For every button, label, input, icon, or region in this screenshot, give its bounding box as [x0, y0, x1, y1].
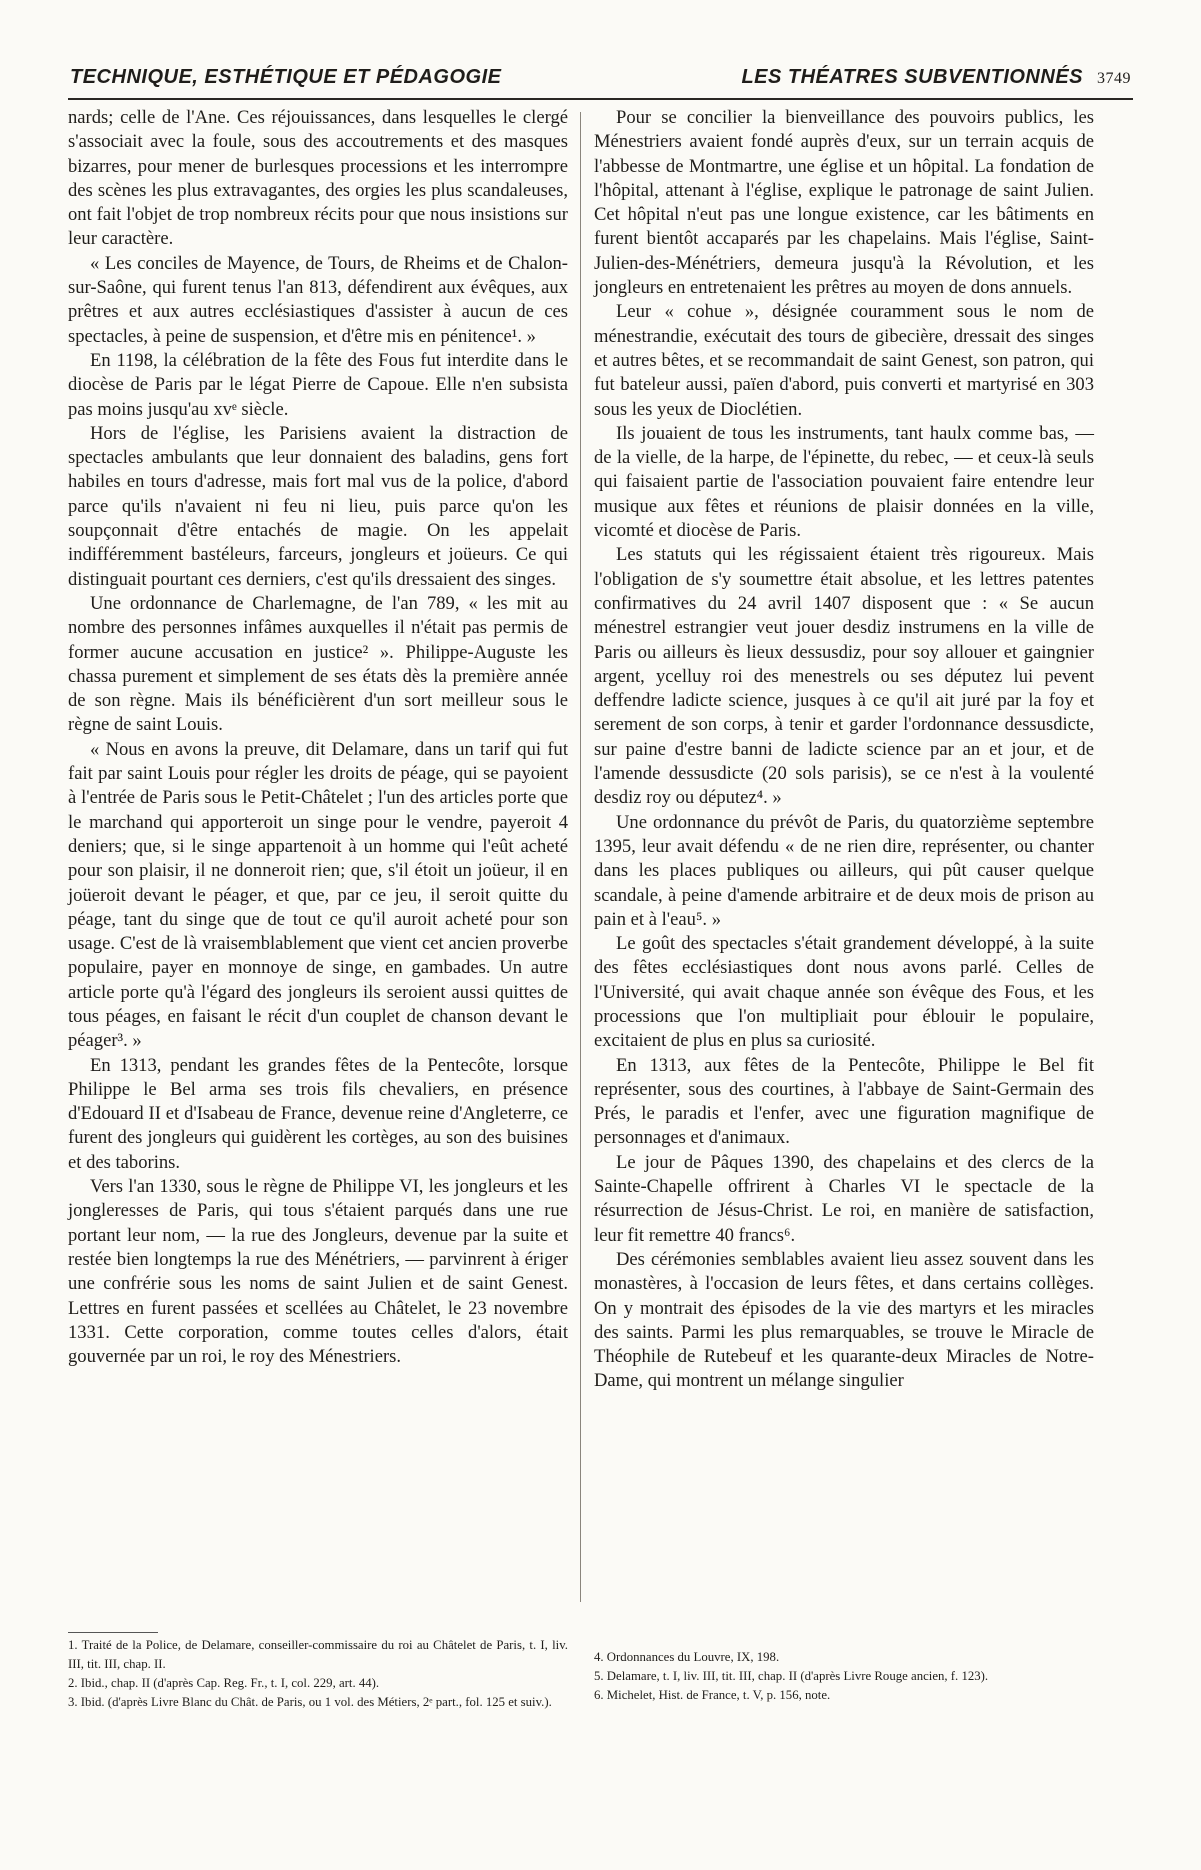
paragraph: Le jour de Pâques 1390, des chapelains et des clercs de la Sainte-Chapelle offrirent à Charles VI le spectacle de la résurrection de Jésus-Christ. Le roi, en manière de satisfaction, leur fit remettre 40 francs⁶.: [594, 1151, 1094, 1246]
footnotes-left: [68, 1636, 568, 1712]
paragraph: Leur « cohue », désignée couramment sous le nom de ménestrandie, exécutait des tours de gibecière, dressait des singes et autres bêtes, et se recommandait de saint Genest, son patron, qui fut bateleur aussi, païen d'abord, puis converti et martyrisé en 303 sous les yeux de Dioclétien.: [594, 301, 1094, 420]
paragraph: Hors de l'église, les Parisiens avaient la distraction de spectacles ambulants que leur donnaient des baladins, gens fort habiles en tours d'adresse, mais fort mal vus de la police, d'abord parce qu'ils n'avaient ni feu ni lieu, puis parce qu'on les soupçonnait d'être entachés de magie. On les appelait indifféremment bastéleurs, farceurs, jongleurs et joüeurs. Ce qui distinguait pourtant ces derniers, c'est qu'ils dressaient des singes.: [68, 422, 568, 590]
footnote: 3. Ibid. (d'après Livre Blanc du Chât. de Paris, ou 1 vol. des Métiers, 2ᵉ part., fol. 125 et suiv.).: [68, 1695, 552, 1709]
left-column: [68, 106, 568, 1369]
header-right-text: LES THÉATRES SUBVENTIONNÉS: [741, 66, 1083, 88]
header-left-title: TECHNIQUE, ESTHÉTIQUE ET PÉDAGOGIE: [70, 66, 502, 88]
footnote: 2. Ibid., chap. II (d'après Cap. Reg. Fr., t. I, col. 229, art. 44).: [68, 1676, 380, 1690]
paragraph: Les statuts qui les régissaient étaient très rigoureux. Mais l'obligation de s'y soumettre était absolue, et les lettres patentes confirmatives du 24 avril 1407 disposent que : « Se aucun ménestrel estrangier veut jouer desdiz instrumens en la ville de Paris ou ailleurs ès lieux dessusdiz, pour soy allouer et gaingnier argent, ycelluy roi des menestrels ou ses députez lui pevent deffendre ladicte science, jusques à ce qu'il ait juré par la foy et serement de son corps, à tenir et garder l'ordonnance dessusdicte, sur paine d'estre banni de ladicte science par an et jour, et de l'amende dessusdicte (20 sols parisis), se ce n'est à la voulenté desdiz roy ou députez⁴. »: [594, 544, 1094, 809]
running-header: [68, 64, 1133, 100]
paragraph: En 1313, pendant les grandes fêtes de la Pentecôte, lorsque Philippe le Bel arma ses trois fils chevaliers, en présence d'Edouard II et d'Isabeau de France, devenue reine d'Angleterre, ce furent des jongleurs qui guidèrent les cortèges, au son des buisines et des taborins.: [68, 1054, 568, 1173]
paragraph: Ils jouaient de tous les instruments, tant haulx comme bas, — de la vielle, de la harpe, de l'épinette, du rebec, — et ceux-là seuls qui faisaient partie de l'association pouvaient faire entendre leur musique aux fêtes et réunions de plaisir données en la ville, vicomté et diocèse de Paris.: [594, 422, 1094, 542]
right-column: [594, 106, 1094, 1394]
column-divider: [580, 112, 581, 1602]
paragraph: Vers l'an 1330, sous le règne de Philippe VI, les jongleurs et les jongleresses de Paris, qui tous s'étaient parqués dans une rue portant leur nom, — la rue des Jongleurs, devenue par la suite et restée bien longtemps la rue des Ménétriers, — parvinrent à ériger une confrérie sous les noms de saint Julien et de saint Genest. Lettres en furent passées et scellées au Châtelet, le 23 novembre 1331. Cette corporation, comme toutes celles d'alors, était gouvernée par un roi, le roy des Ménestriers.: [68, 1176, 568, 1368]
footnote-rule-left: [68, 1632, 158, 1633]
header-right-title: [741, 66, 1131, 89]
paragraph: nards; celle de l'Ane. Ces réjouissances, dans lesquelles le clergé s'associait avec la foule, sous des accoutrements et des masques bizarres, pour mener de burlesques processions et les interrompre des scènes les plus extravagantes, des orgies les plus scandaleuses, ont fait l'objet de trop nombreux récits pour que nous insistions sur leur caractère.: [68, 107, 568, 250]
footnote: 4. Ordonnances du Louvre, IX, 198.: [594, 1650, 780, 1664]
paragraph: « Les conciles de Mayence, de Tours, de Rheims et de Chalon-sur-Saône, qui furent tenus l'an 813, défendirent aux évêques, aux prêtres et aux autres ecclésiastiques d'assister à aucun de ces spectacles, à peine de suspension, et d'être mis en pénitence¹. »: [68, 252, 568, 347]
paragraph: « Nous en avons la preuve, dit Delamare, dans un tarif qui fut fait par saint Louis pour régler les droits de péage, qui se payoient à l'entrée de Paris sous le Petit-Châtelet ; l'un des articles porte que le marchand qui apporteroit un singe pour le vendre, payeroit 4 deniers; que, si le singe appartenoit à un homme qui l'eût acheté pour son plaisir, il ne donneroit rien; que, s'il étoit un joüeur, il en joüeroit devant le péager, et que, par ce jeu, il seroit quitte du péage, tant du singe que de tout ce qu'il auroit acheté pour son usage. C'est de là vraisemblablement que vient cet ancien proverbe populaire, payer en monnoye de singe, en gambades. Un autre article porte qu'à l'égard des jongleurs ils seroient aussi quittes de tous péages, en faisant le récit d'un couplet de chanson devant le péager³. »: [68, 738, 568, 1052]
paragraph: Le goût des spectacles s'était grandement développé, à la suite des fêtes ecclésiastiques dont nous avons parlé. Celles de l'Université, qui avait chaque année son évêque des Fous, et les processions que l'on multipliait pour éblouir le populaire, excitaient de plus en plus sa curiosité.: [594, 933, 1094, 1052]
paragraph: Une ordonnance de Charlemagne, de l'an 789, « les mit au nombre des personnes infâmes auxquelles il n'était pas permis de former aucune accusation en justice² ». Philippe-Auguste les chassa purement et simplement de ses états dès la première année de son règne. Mais ils bénéficièrent d'un sort meilleur sous le règne de saint Louis.: [68, 592, 568, 736]
footnote: 1. Traité de la Police, de Delamare, conseiller-commissaire du roi au Châtelet de Paris, t. I, liv. III, tit. III, chap. II.: [68, 1638, 568, 1671]
paragraph: En 1198, la célébration de la fête des Fous fut interdite dans le diocèse de Paris par le légat Pierre de Capoue. Elle n'en subsista pas moins jusqu'au xvᵉ siècle.: [68, 349, 568, 420]
footnotes-right: [594, 1648, 1094, 1705]
footnote: 5. Delamare, t. I, liv. III, tit. III, chap. II (d'après Livre Rouge ancien, f. 123).: [594, 1669, 989, 1683]
paragraph: Pour se concilier la bienveillance des pouvoirs publics, les Ménestriers avaient fondé auprès d'eux, sur un terrain acquis de l'abbesse de Montmartre, une église et un hôpital. La fondation de l'hôpital, attenant à l'église, explique le patronage de saint Julien. Cet hôpital n'eut pas une longue existence, car les bâtiments en furent bientôt accaparés par les chapelains. Mais l'église, Saint-Julien-des-Ménétriers, demeura jusqu'à la Révolution, et les jongleurs en entretenaient les prêtres au moyen de dons annuels.: [594, 107, 1094, 299]
paragraph: Une ordonnance du prévôt de Paris, du quatorzième septembre 1395, leur avait défendu « de ne rien dire, représenter, ou chanter dans les places publiques ou ailleurs, qui pût causer quelque scandale, à peine d'amende arbitraire et de deux mois de prison au pain et à l'eau⁵. »: [594, 811, 1094, 930]
paragraph: En 1313, aux fêtes de la Pentecôte, Philippe le Bel fit représenter, sous des courtines, à l'abbaye de Saint-Germain des Prés, le paradis et l'enfer, avec une figuration magnifique de personnages et d'animaux.: [594, 1054, 1094, 1149]
paragraph: Des cérémonies semblables avaient lieu assez souvent dans les monastères, à l'occasion de leurs fêtes, et dans certains collèges. On y montrait des épisodes de la vie des martyrs et les miracles des saints. Parmi les plus remarquables, se trouve le Miracle de Théophile de Rutebeuf et les quarante-deux Miracles de Notre-Dame, qui montrent un mélange singulier: [594, 1248, 1094, 1392]
footnote: 6. Michelet, Hist. de France, t. V, p. 156, note.: [594, 1688, 831, 1702]
page-number: 3749: [1097, 70, 1131, 87]
